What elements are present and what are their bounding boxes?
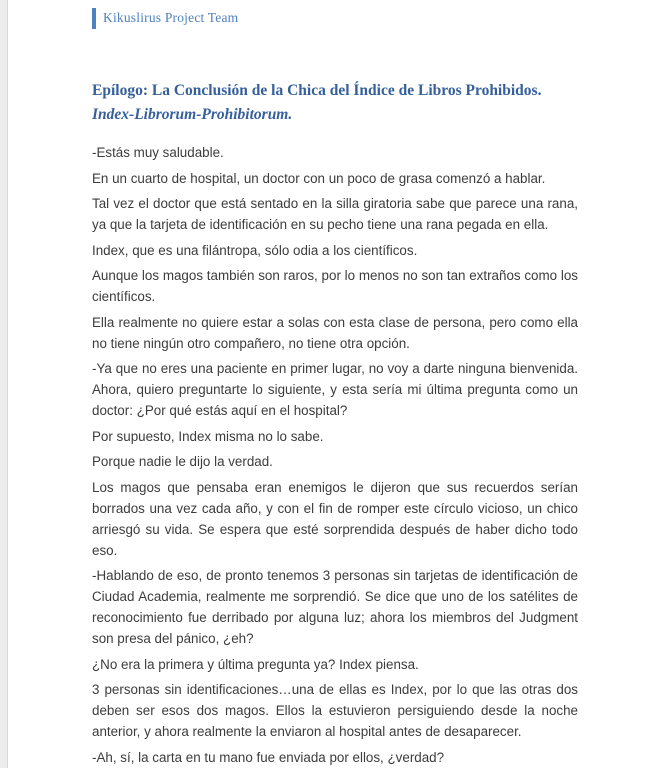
paragraph: Los magos que pensaba eran enemigos le dijeron que sus recuerdos serían borrados una vez cada año, y con el fin de romper este círculo vicioso, un chico arriesgó su vida. Se espera que esté sorprendida después de haber dicho todo eso. (92, 479, 578, 558)
paragraph: -Hablando de eso, de pronto tenemos 3 personas sin tarjetas de identificación de Ciudad Academia, realmente me sorprendió. Se dice que uno de los satélites de reconocimiento fue derribado por alguna luz; ahora los miembros del Judgment son presa del pánico, ¿eh? (92, 568, 578, 646)
paragraph: Tal vez el doctor que está sentado en la silla giratoria sabe que parece una rana, ya que la tarjeta de identificación en su pecho tiene una rana pegada en ella. (92, 196, 578, 232)
paragraph: -Ah, sí, la carta en tu mano fue enviada por ellos, ¿verdad? (92, 749, 445, 765)
paragraph: Porque nadie le dijo la verdad. (92, 454, 273, 469)
paragraph: -Ya que no eres una paciente en primer lugar, no voy a darte ninguna bienvenida. Ahora, quiero preguntarte lo siguiente, y esta sería mi última pregunta como un doctor: ¿Por qué estás aquí en el hospital? (92, 361, 578, 418)
body-text (92, 142, 578, 768)
paragraph: 3 personas sin identificaciones…una de ellas es Index, por lo que las otras dos deben ser esos dos magos. Ellos la estuvieron persiguiendo desde la noche anterior, y ahora realmente la enviaron al hospital antes de desaparecer. (92, 682, 578, 739)
paragraph: -Estás muy saludable. (92, 145, 224, 160)
paragraph: Ella realmente no quiere estar a solas con esta clase de persona, pero como ella no tiene ningún otro compañero, no tiene otra opción. (92, 314, 578, 351)
paragraph: En un cuarto de hospital, un doctor con un poco de grasa comenzó a hablar. (92, 170, 546, 186)
document-content (92, 0, 578, 768)
paragraph: Index, que es una filántropa, sólo odia a los científicos. (92, 242, 418, 258)
paragraph: Por supuesto, Index misma no lo sabe. (92, 428, 324, 444)
team-name: Kikuslirus Project Team (103, 10, 239, 25)
paragraph: Aunque los magos también son raros, por lo menos no son tan extraños como los científicos. (92, 268, 578, 304)
chapter-title (92, 79, 578, 127)
paragraph: ¿No era la primera y última pregunta ya? Index piensa. (92, 656, 419, 672)
header-accent-bar (92, 8, 96, 29)
page-left-edge (0, 0, 8, 768)
chapter-title-line2: Index-Librorum-Prohibitorum. (92, 106, 293, 123)
document-header (92, 7, 578, 29)
chapter-title-line1: Epílogo: La Conclusión de la Chica del Índice de Libros Prohibidos. (92, 82, 542, 99)
